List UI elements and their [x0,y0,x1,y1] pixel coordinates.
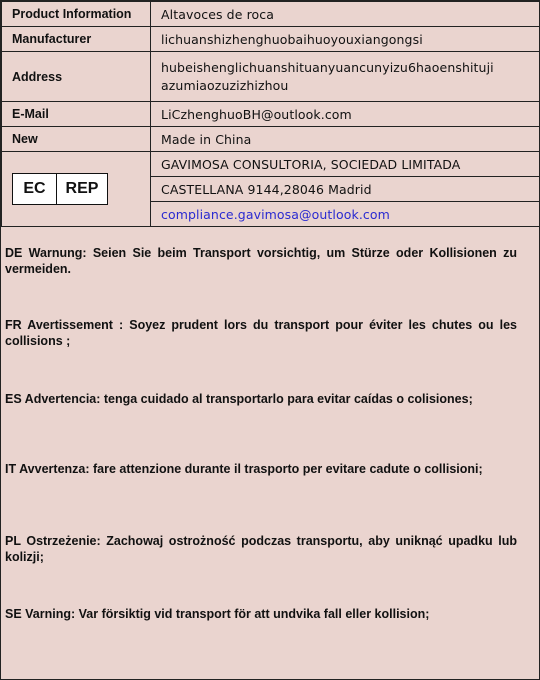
warning-es: ES Advertencia: tenga cuidado al transportarlo para evitar caídas o colisiones; [5,392,473,406]
ec-rep-symbol-cell [2,152,151,227]
product-information-label: Product Information [2,2,151,27]
rep-address-value: CASTELLANA 9144,28046 Madrid [151,177,540,202]
row-ec-rep-company [2,152,540,177]
warning-pl: PL Ostrzeżenie: Zachowaj ostrożność podczas transportu, aby uniknąć upadku lub kolizji; [5,534,517,564]
row-product [2,2,540,27]
product-info-table [1,1,540,227]
rep-company-value: GAVIMOSA CONSULTORIA, SOCIEDAD LIMITADA [151,152,540,177]
ec-symbol-text: EC [13,174,57,204]
origin-value: Made in China [151,127,540,152]
warning-se: SE Varning: Var försiktig vid transport för att undvika fall eller kollision; [5,607,430,621]
address-value [151,52,540,102]
rep-email-link[interactable]: compliance.gavimosa@outlook.com [151,202,540,227]
email-label: E-Mail [2,102,151,127]
row-email [2,102,540,127]
manufacturer-label: Manufacturer [2,27,151,52]
rep-symbol-text: REP [65,180,99,197]
warning-fr: FR Avertissement : Soyez prudent lors du transport pour éviter les chutes ou les collisions ; [5,318,517,348]
email-value: LiCzhenghuoBH@outlook.com [151,102,540,127]
product-name-value: Altavoces de roca [151,2,540,27]
row-address [2,52,540,102]
address-line-1: hubeishenglichuanshituanyuancunyizu6haoenshituji [161,59,494,75]
warning-it: IT Avvertenza: fare attenzione durante il trasporto per evitare cadute o collisioni; [5,462,483,476]
address-label: Address [2,52,151,102]
address-line-2: azumiaozuzizhizhou [161,77,289,93]
row-manufacturer [2,27,540,52]
ec-rep-symbol [12,173,108,205]
row-new [2,127,540,152]
new-label: New [2,127,151,152]
manufacturer-value: lichuanshizhenghuobaihuoyouxiangongsi [151,27,540,52]
warning-de: DE Warnung: Seien Sie beim Transport vorsichtig, um Stürze oder Kollisionen zu vermeiden. [5,246,517,276]
